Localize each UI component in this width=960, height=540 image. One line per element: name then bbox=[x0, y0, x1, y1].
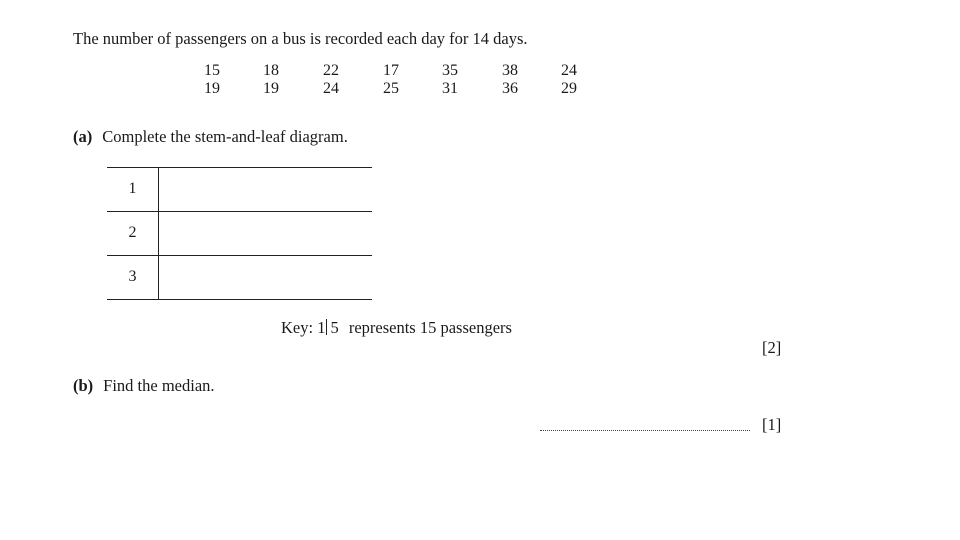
key-divider bbox=[326, 319, 327, 335]
data-value: 31 bbox=[442, 80, 458, 97]
data-value: 38 bbox=[502, 62, 518, 79]
part-b-instruction: Find the median. bbox=[103, 376, 215, 395]
part-b-label: (b) bbox=[73, 376, 94, 395]
data-value: 22 bbox=[323, 62, 339, 79]
data-value: 24 bbox=[561, 62, 577, 79]
diagram-divider bbox=[158, 167, 159, 299]
leaf-answer-area-3[interactable] bbox=[160, 256, 370, 298]
part-a-marks: [2] bbox=[762, 338, 782, 357]
stem-2: 2 bbox=[128, 224, 137, 241]
question-intro: The number of passengers on a bus is recorded each day for 14 days. bbox=[73, 29, 528, 48]
leaf-answer-area-1[interactable] bbox=[160, 168, 370, 210]
key-stem: Key: 1 bbox=[281, 318, 326, 337]
part-a-label: (a) bbox=[73, 127, 93, 146]
data-value: 24 bbox=[323, 80, 339, 97]
data-value: 15 bbox=[204, 62, 220, 79]
data-value: 17 bbox=[383, 62, 399, 79]
data-value: 19 bbox=[263, 80, 279, 97]
data-value: 25 bbox=[383, 80, 399, 97]
key-description: represents 15 passengers bbox=[348, 318, 512, 337]
data-value: 35 bbox=[442, 62, 458, 79]
diagram-rule-bottom bbox=[107, 299, 372, 300]
leaf-answer-area-2[interactable] bbox=[160, 212, 370, 254]
stem-3: 3 bbox=[128, 268, 137, 285]
diagram-key bbox=[281, 318, 512, 338]
median-answer-line[interactable] bbox=[540, 430, 750, 431]
part-a-instruction: Complete the stem-and-leaf diagram. bbox=[102, 127, 348, 146]
part-b-marks: [1] bbox=[762, 415, 782, 434]
data-value: 36 bbox=[502, 80, 518, 97]
data-value: 29 bbox=[561, 80, 577, 97]
key-leaf: 5 bbox=[330, 318, 339, 337]
part-b-heading bbox=[73, 376, 215, 396]
stem-1: 1 bbox=[128, 180, 137, 197]
data-value: 19 bbox=[204, 80, 220, 97]
data-value: 18 bbox=[263, 62, 279, 79]
part-a-heading bbox=[73, 127, 348, 147]
